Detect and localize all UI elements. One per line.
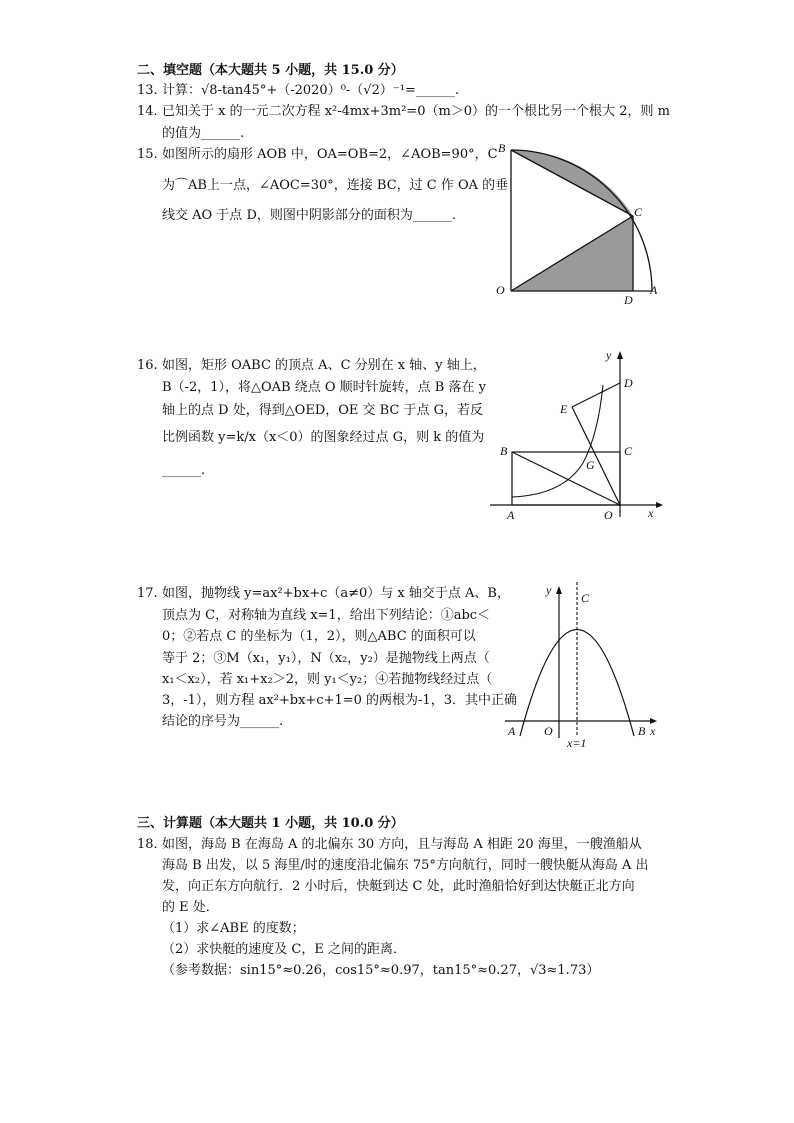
y-axis-arrow — [617, 351, 623, 359]
question-15-line2: 为⌒AB上一点，∠AOC=30°，连接 BC，过 C 作 OA 的垂 — [162, 178, 509, 193]
label-x: x — [650, 724, 656, 738]
label-axis-of-symmetry: x=1 — [567, 736, 587, 750]
question-18-sub2: （2）求快艇的速度及 C，E 之间的距离． — [162, 942, 406, 957]
label-c: C — [634, 205, 643, 219]
label-o: O — [604, 508, 613, 522]
segment-bc — [511, 150, 633, 216]
section-heading-fill-in: 二、填空题（本大题共 5 小题，共 15.0 分） — [137, 63, 404, 78]
segment-ed — [572, 383, 620, 407]
question-18-line3: 发，向正东方向航行．2 小时后，快艇到达 C 处，此时渔船恰好到达快艇正北方向 — [162, 879, 635, 894]
question-18-sub1: （1）求∠ABE 的度数； — [162, 921, 305, 936]
label-a: A — [507, 508, 515, 522]
segment-oe — [572, 407, 620, 505]
label-b: B — [500, 444, 508, 458]
question-17-line7: 结论的序号为______. — [162, 714, 284, 729]
question-14-line1: 已知关于 x 的一元二次方程 x²-4mx+3m²=0（m＞0）的一个根比另一个根大 2，则 m — [162, 104, 670, 119]
segment-ob — [512, 452, 620, 505]
question-17-line3: 0；②若点 C 的坐标为（1，2），则△ABC 的面积可以 — [162, 629, 476, 644]
question-16-line5: ______. — [162, 463, 206, 478]
section-heading-calculation: 三、计算题（本大题共 1 小题，共 10.0 分） — [137, 816, 404, 831]
question-16-line3: 轴上的点 D 处，得到△OED，OE 交 BC 于点 G，若反 — [162, 403, 484, 418]
question-16-line4: 比例函数 y=k/x（x＜0）的图象经过点 G，则 k 的值为 — [162, 430, 485, 445]
question-15-line1: 如图所示的扇形 AOB 中，OA=OB=2，∠AOB=90°，C — [162, 147, 498, 162]
label-a: A — [508, 724, 516, 738]
question-14-line2: 的值为______. — [162, 126, 245, 141]
question-13-text: 计算：√8-tan45°+（-2020）⁰-（√2）⁻¹=______. — [162, 83, 459, 98]
rectangle-rotation-figure — [488, 345, 668, 525]
label-e: E — [560, 402, 568, 416]
question-16-line1: 如图，矩形 OABC 的顶点 A、C 分别在 x 轴、y 轴上， — [162, 358, 486, 373]
question-17-line5: x₁＜x₂），若 x₁+x₂＞2，则 y₁＜y₂；④若抛物线经过点（ — [162, 672, 493, 687]
question-18-line2: 海岛 B 出发，以 5 海里/时的速度沿北偏东 75°方向航行，同时一艘快艇从海岛 A 出 — [162, 858, 649, 873]
label-x: x — [648, 506, 654, 520]
question-17-line2: 顶点为 C，对称轴为直线 x=1，给出下列结论：①abc＜ — [162, 608, 491, 623]
label-y: y — [606, 348, 612, 362]
question-18-line1: 如图，海岛 B 在海岛 A 的北偏东 30 方向，且与海岛 A 相距 20 海里，一艘渔船从 — [162, 837, 642, 852]
label-a: A — [650, 283, 658, 297]
question-18-reference: （参考数据：sin15°≈0.26，cos15°≈0.97，tan15°≈0.27，√3≈1.73） — [162, 963, 600, 978]
question-17-number: 17. — [137, 586, 158, 601]
label-b: B — [638, 724, 646, 738]
question-13-number: 13. — [137, 83, 158, 98]
label-g: G — [586, 458, 595, 472]
parabola-figure — [500, 578, 670, 753]
sector-figure — [490, 140, 670, 305]
question-15-line3: 线交 AO 于点 D，则图中阴影部分的面积为______. — [162, 208, 456, 223]
label-c: C — [581, 591, 590, 605]
hyperbola-curve — [512, 385, 603, 497]
y-axis-arrow — [556, 586, 562, 594]
label-y: y — [546, 583, 552, 597]
question-16-line2: B（-2，1），将△OAB 绕点 O 顺时针旋转，点 B 落在 y — [162, 380, 486, 395]
label-d: D — [624, 376, 633, 390]
label-o: O — [544, 724, 553, 738]
question-18-number: 18. — [137, 837, 158, 852]
label-c: C — [624, 444, 633, 458]
question-17-line4: 等于 2；③M（x₁，y₁），N（x₂，y₂）是抛物线上两点（ — [162, 651, 490, 666]
question-14-number: 14. — [137, 104, 158, 119]
question-17-line6: 3，-1），则方程 ax²+bx+c+1=0 的两根为-1，3．其中正确 — [162, 693, 517, 708]
x-axis-arrow — [656, 502, 663, 508]
question-16-number: 16. — [137, 358, 158, 373]
label-d: D — [624, 293, 633, 307]
question-18-line4: 的 E 处． — [162, 900, 219, 915]
label-o: O — [496, 283, 505, 297]
label-b: B — [498, 141, 506, 155]
question-17-line1: 如图，抛物线 y=ax²+bx+c（a≠0）与 x 轴交于点 A、B， — [162, 586, 510, 601]
question-15-number: 15. — [137, 147, 158, 162]
